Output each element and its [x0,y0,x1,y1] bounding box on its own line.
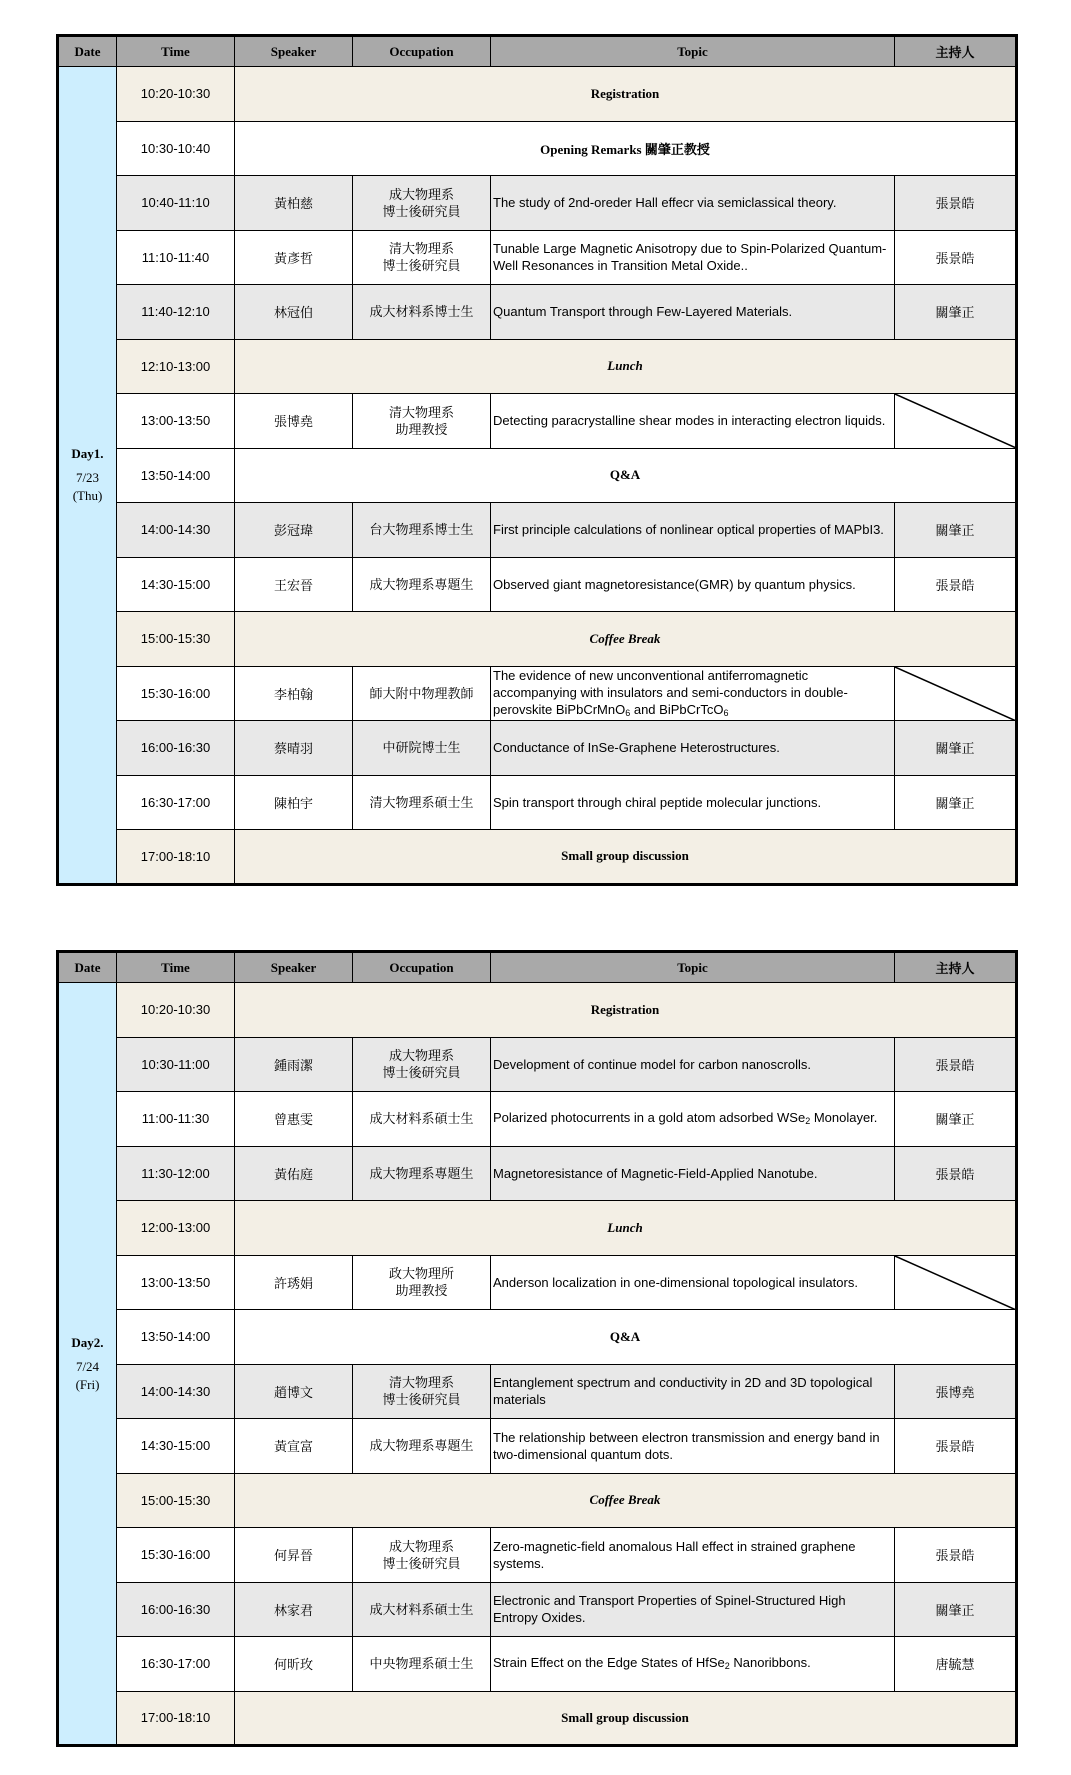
header-topic: Topic [491,36,895,67]
topic-cell: Development of continue model for carbon nanoscrolls. [491,1037,895,1092]
speaker-cell: 林冠伯 [235,285,353,340]
topic-cell: Tunable Large Magnetic Anisotropy due to Spin-Polarized Quantum-Well Resonances in Transition Metal Oxide.. [491,230,895,285]
time-cell: 15:00-15:30 [117,1473,235,1528]
speaker-cell: 鍾雨潔 [235,1037,353,1092]
host-cell: 張景皓 [895,1146,1017,1201]
topic-cell: Detecting paracrystalline shear modes in interacting electron liquids. [491,394,895,449]
day-label: Day2. [71,1334,104,1350]
time-cell: 15:30-16:00 [117,666,235,721]
time-cell: 11:30-12:00 [117,1146,235,1201]
occupation-cell: 成大物理系專題生 [353,557,491,612]
time-cell: 16:30-17:00 [117,1637,235,1692]
occupation-line: 博士後研究員 [382,203,461,219]
table-row [58,1255,1017,1310]
occupation-line: 成大物理系 [388,1538,454,1554]
time-cell: 12:10-13:00 [117,339,235,394]
host-cell: 張博堯 [895,1364,1017,1419]
table-row [58,1582,1017,1637]
subscript: 6 [625,707,631,718]
day-weekday: (Thu) [72,487,103,503]
table-row [58,394,1017,449]
table-row [58,339,1017,394]
event-cell: Registration [235,983,1017,1038]
event-cell: Coffee Break [235,612,1017,667]
host-cell: 張景皓 [895,1037,1017,1092]
event-cell: Small group discussion [235,1691,1017,1746]
occupation-line: 政大物理所 [388,1266,454,1282]
header-host: 主持人 [895,952,1017,983]
speaker-cell: 蔡晴羽 [235,721,353,776]
header-host: 主持人 [895,36,1017,67]
speaker-cell: 黃彥哲 [235,230,353,285]
speaker-cell: 李柏翰 [235,666,353,721]
topic-cell [491,1637,895,1692]
time-cell: 15:30-16:00 [117,1528,235,1583]
subscript: 2 [724,1661,730,1672]
time-cell: 13:00-13:50 [117,1255,235,1310]
table-row [58,230,1017,285]
occupation-cell [353,1364,491,1419]
event-cell: Registration [235,67,1017,122]
time-cell: 10:30-11:00 [117,1037,235,1092]
time-cell: 16:00-16:30 [117,721,235,776]
host-cell: 關肇正 [895,1092,1017,1147]
time-cell: 12:00-13:00 [117,1201,235,1256]
host-cell: 張景皓 [895,1419,1017,1474]
time-cell: 16:30-17:00 [117,775,235,830]
table-row [58,830,1017,885]
time-cell: 11:00-11:30 [117,1092,235,1147]
event-cell: Lunch [235,1201,1017,1256]
occupation-line: 博士後研究員 [382,1555,461,1571]
subscript: 6 [723,707,729,718]
occupation-cell [353,230,491,285]
host-cell: 唐毓慧 [895,1637,1017,1692]
occupation-line: 清大物理系 [388,241,454,257]
time-cell: 11:10-11:40 [117,230,235,285]
time-cell: 13:50-14:00 [117,448,235,503]
table-row [58,721,1017,776]
time-cell: 16:00-16:30 [117,1582,235,1637]
header-date: Date [58,952,117,983]
occupation-line: 成大物理系 [388,186,454,202]
host-cell-empty [895,666,1017,721]
speaker-cell: 黃柏慈 [235,176,353,231]
table-row [58,1146,1017,1201]
occupation-line: 博士後研究員 [382,1392,461,1408]
speaker-cell: 何昇晉 [235,1528,353,1583]
topic-text: The evidence of new unconventional antiferromagnetic accompanying with insulators and semi-conductors in double-perovskite BiPbCrMnO [493,667,848,717]
occupation-cell: 成大物理系專題生 [353,1419,491,1474]
event-cell: Coffee Break [235,1473,1017,1528]
diagonal-line [895,394,1015,448]
diagonal-line [895,667,1015,721]
table-row [58,612,1017,667]
time-cell: 10:30-10:40 [117,121,235,176]
table-row [58,1364,1017,1419]
occupation-cell [353,1037,491,1092]
header-speaker: Speaker [235,952,353,983]
table-row [58,1037,1017,1092]
speaker-cell: 黃佑庭 [235,1146,353,1201]
time-cell: 14:00-14:30 [117,503,235,558]
table-row [58,285,1017,340]
table-row [58,503,1017,558]
topic-cell: First principle calculations of nonlinear optical properties of MAPbI3. [491,503,895,558]
event-cell: Opening Remarks 關肇正教授 [235,121,1017,176]
header-speaker: Speaker [235,36,353,67]
table-row [58,1528,1017,1583]
header-date: Date [58,36,117,67]
occupation-line: 助理教授 [395,421,448,437]
occupation-line: 博士後研究員 [382,258,461,274]
header-occupation: Occupation [353,36,491,67]
occupation-cell: 中央物理系碩士生 [353,1637,491,1692]
topic-cell: Magnetoresistance of Magnetic-Field-Applied Nanotube. [491,1146,895,1201]
topic-cell: Observed giant magnetoresistance(GMR) by quantum physics. [491,557,895,612]
event-cell: Q&A [235,448,1017,503]
header-time: Time [117,952,235,983]
speaker-cell: 曾惠雯 [235,1092,353,1147]
table-row [58,67,1017,122]
table-row [58,1310,1017,1365]
host-cell-empty [895,1255,1017,1310]
header-occupation: Occupation [353,952,491,983]
time-cell: 10:20-10:30 [117,983,235,1038]
topic-cell [491,666,895,721]
host-cell: 關肇正 [895,775,1017,830]
table-row [58,1419,1017,1474]
table-row [58,1092,1017,1147]
subscript: 2 [805,1116,811,1127]
host-cell-empty [895,394,1017,449]
schedule-table-day1 [56,34,1015,886]
topic-text: Strain Effect on the Edge States of HfSe [493,1655,725,1671]
host-cell: 關肇正 [895,721,1017,776]
host-cell: 關肇正 [895,285,1017,340]
time-cell: 15:00-15:30 [117,612,235,667]
time-cell: 10:40-11:10 [117,176,235,231]
speaker-cell: 張博堯 [235,394,353,449]
event-cell: Q&A [235,1310,1017,1365]
occupation-cell: 清大物理系碩士生 [353,775,491,830]
table-row [58,121,1017,176]
speaker-cell: 何昕玫 [235,1637,353,1692]
day-date: 7/24 [75,1358,100,1374]
occupation-line: 清大物理系 [388,404,454,420]
table-row [58,1201,1017,1256]
host-cell: 張景皓 [895,176,1017,231]
occupation-cell [353,394,491,449]
topic-text: Monolayer. [810,1110,878,1126]
occupation-line: 清大物理系 [388,1375,454,1391]
speaker-cell: 彭冠瑋 [235,503,353,558]
speaker-cell: 趙博文 [235,1364,353,1419]
table-row [58,1637,1017,1692]
time-cell: 14:30-15:00 [117,1419,235,1474]
header-topic: Topic [491,952,895,983]
topic-text: Nanoribbons. [729,1655,811,1671]
time-cell: 17:00-18:10 [117,1691,235,1746]
occupation-cell: 師大附中物理教師 [353,666,491,721]
host-cell: 張景皓 [895,557,1017,612]
time-cell: 10:20-10:30 [117,67,235,122]
schedule-table-day2 [56,950,1015,1747]
occupation-cell: 成大材料系碩士生 [353,1582,491,1637]
host-cell: 關肇正 [895,1582,1017,1637]
time-cell: 13:50-14:00 [117,1310,235,1365]
speaker-cell: 林家君 [235,1582,353,1637]
table-row [58,983,1017,1038]
table-row [58,775,1017,830]
diagonal-line [895,1256,1015,1310]
speaker-cell: 陳柏宇 [235,775,353,830]
occupation-cell: 中研院博士生 [353,721,491,776]
header-row [58,36,1017,67]
header-time: Time [117,36,235,67]
occupation-cell: 成大材料系博士生 [353,285,491,340]
host-cell: 張景皓 [895,230,1017,285]
topic-cell: Anderson localization in one-dimensional topological insulators. [491,1255,895,1310]
occupation-cell: 成大物理系專題生 [353,1146,491,1201]
topic-cell: The study of 2nd-oreder Hall effecr via semiclassical theory. [491,176,895,231]
day-cell [58,983,117,1746]
occupation-cell [353,1255,491,1310]
speaker-cell: 黃宣富 [235,1419,353,1474]
topic-cell: The relationship between electron transmission and energy band in two-dimensional quantum dots. [491,1419,895,1474]
topic-cell: Spin transport through chiral peptide molecular junctions. [491,775,895,830]
header-row [58,952,1017,983]
table-row [58,448,1017,503]
day-cell [58,67,117,885]
occupation-cell [353,176,491,231]
event-cell: Lunch [235,339,1017,394]
table-row [58,1691,1017,1746]
table-row [58,557,1017,612]
table-row [58,1473,1017,1528]
occupation-cell: 台大物理系博士生 [353,503,491,558]
time-cell: 13:00-13:50 [117,394,235,449]
day-label: Day1. [71,445,104,461]
speaker-cell: 許琇娟 [235,1255,353,1310]
day-date: 7/23 [75,469,100,485]
time-cell: 11:40-12:10 [117,285,235,340]
table-row [58,666,1017,721]
topic-cell: Electronic and Transport Properties of Spinel-Structured High Entropy Oxides. [491,1582,895,1637]
topic-text: Polarized photocurrents in a gold atom adsorbed WSe [493,1110,806,1126]
topic-text: and BiPbCrTcO [630,701,724,717]
occupation-line: 博士後研究員 [382,1065,461,1081]
table-row [58,176,1017,231]
occupation-cell [353,1528,491,1583]
time-cell: 14:00-14:30 [117,1364,235,1419]
topic-cell: Entanglement spectrum and conductivity in 2D and 3D topological materials [491,1364,895,1419]
topic-cell [491,1092,895,1147]
topic-cell: Quantum Transport through Few-Layered Materials. [491,285,895,340]
occupation-line: 成大物理系 [388,1048,454,1064]
occupation-line: 助理教授 [395,1283,448,1299]
time-cell: 14:30-15:00 [117,557,235,612]
occupation-cell: 成大材料系碩士生 [353,1092,491,1147]
event-cell: Small group discussion [235,830,1017,885]
speaker-cell: 王宏晉 [235,557,353,612]
day-weekday: (Fri) [75,1376,100,1392]
topic-cell: Conductance of InSe-Graphene Heterostructures. [491,721,895,776]
topic-cell: Zero-magnetic-field anomalous Hall effect in strained graphene systems. [491,1528,895,1583]
host-cell: 張景皓 [895,1528,1017,1583]
host-cell: 關肇正 [895,503,1017,558]
time-cell: 17:00-18:10 [117,830,235,885]
